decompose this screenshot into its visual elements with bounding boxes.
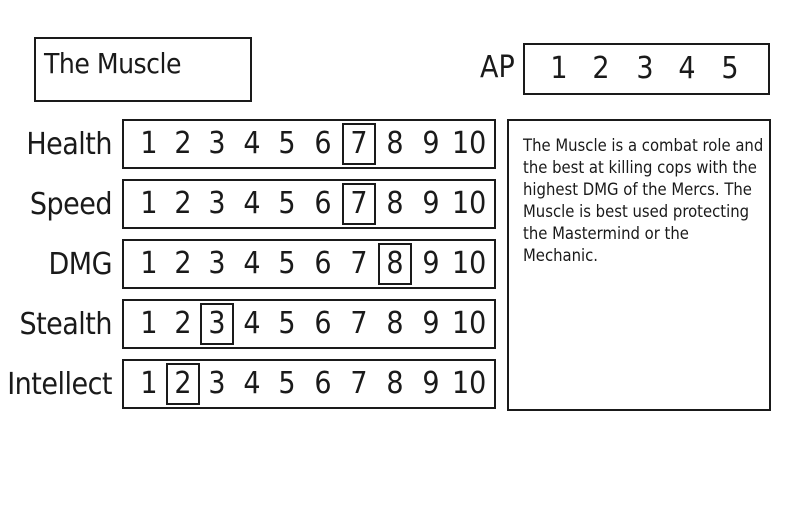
stat-dmg-value-8[interactable]: 8 (378, 243, 412, 285)
stat-speed-value-4[interactable]: 4 (243, 186, 261, 221)
stat-dmg-value-1[interactable]: 1 (140, 246, 158, 281)
ap-option-1[interactable]: 1 (550, 51, 568, 86)
stat-health-value-8[interactable]: 8 (386, 126, 404, 161)
stat-stealth-value-9[interactable]: 9 (422, 306, 440, 341)
description-box (507, 119, 771, 411)
stat-speed-value-5[interactable]: 5 (278, 186, 296, 221)
stat-label-stealth: Stealth (19, 307, 112, 342)
stat-speed-value-3[interactable]: 3 (208, 186, 226, 221)
stat-dmg-value-6[interactable]: 6 (314, 246, 332, 281)
stat-stealth-value-1[interactable]: 1 (140, 306, 158, 341)
role-description: The Muscle is a combat role and the best at killing cops with the highest DMG of the Mercs. The Muscle is best used protecting the Mastermind or the Mechanic. (523, 136, 764, 265)
stat-health-value-1[interactable]: 1 (140, 126, 158, 161)
stat-row-dmg (122, 239, 496, 289)
stat-label-intellect: Intellect (7, 367, 112, 402)
ap-option-3[interactable]: 3 (636, 51, 654, 86)
stat-intellect-value-1[interactable]: 1 (140, 366, 158, 401)
stat-speed-value-9[interactable]: 9 (422, 186, 440, 221)
stat-stealth-value-10[interactable]: 10 (452, 306, 487, 341)
stat-dmg-value-3[interactable]: 3 (208, 246, 226, 281)
stat-speed-value-1[interactable]: 1 (140, 186, 158, 221)
character-name-box (34, 37, 252, 102)
stat-intellect-value-8[interactable]: 8 (386, 366, 404, 401)
stat-intellect-value-7[interactable]: 7 (350, 366, 368, 401)
stat-health-value-5[interactable]: 5 (278, 126, 296, 161)
stat-dmg-value-2[interactable]: 2 (174, 246, 192, 281)
ap-selector (523, 43, 770, 95)
stat-intellect-value-9[interactable]: 9 (422, 366, 440, 401)
stat-speed-value-2[interactable]: 2 (174, 186, 192, 221)
stat-label-dmg: DMG (48, 247, 112, 282)
stat-speed-value-10[interactable]: 10 (452, 186, 487, 221)
ap-label: AP (480, 50, 515, 85)
stat-row-stealth (122, 299, 496, 349)
character-name: The Muscle (44, 47, 182, 80)
ap-option-2[interactable]: 2 (592, 51, 610, 86)
stat-stealth-value-7[interactable]: 7 (350, 306, 368, 341)
stat-intellect-value-3[interactable]: 3 (208, 366, 226, 401)
stat-health-value-9[interactable]: 9 (422, 126, 440, 161)
stat-health-value-3[interactable]: 3 (208, 126, 226, 161)
stat-row-health (122, 119, 496, 169)
stat-intellect-value-6[interactable]: 6 (314, 366, 332, 401)
stat-health-value-10[interactable]: 10 (452, 126, 487, 161)
stat-label-speed: Speed (29, 187, 112, 222)
stat-intellect-value-2[interactable]: 2 (166, 363, 200, 405)
stat-stealth-value-5[interactable]: 5 (278, 306, 296, 341)
ap-option-4[interactable]: 4 (678, 51, 696, 86)
stat-dmg-value-10[interactable]: 10 (452, 246, 487, 281)
stat-speed-value-6[interactable]: 6 (314, 186, 332, 221)
ap-option-5[interactable]: 5 (721, 51, 739, 86)
stat-stealth-value-8[interactable]: 8 (386, 306, 404, 341)
stat-intellect-value-5[interactable]: 5 (278, 366, 296, 401)
stat-row-speed (122, 179, 496, 229)
stat-health-value-6[interactable]: 6 (314, 126, 332, 161)
stat-stealth-value-4[interactable]: 4 (243, 306, 261, 341)
stat-speed-value-7[interactable]: 7 (342, 183, 376, 225)
stat-stealth-value-6[interactable]: 6 (314, 306, 332, 341)
stat-health-value-4[interactable]: 4 (243, 126, 261, 161)
stat-row-intellect (122, 359, 496, 409)
stat-dmg-value-9[interactable]: 9 (422, 246, 440, 281)
stat-dmg-value-5[interactable]: 5 (278, 246, 296, 281)
stat-intellect-value-4[interactable]: 4 (243, 366, 261, 401)
stat-health-value-2[interactable]: 2 (174, 126, 192, 161)
stat-label-health: Health (26, 127, 112, 162)
stat-intellect-value-10[interactable]: 10 (452, 366, 487, 401)
stat-dmg-value-4[interactable]: 4 (243, 246, 261, 281)
stat-stealth-value-2[interactable]: 2 (174, 306, 192, 341)
stat-speed-value-8[interactable]: 8 (386, 186, 404, 221)
stat-dmg-value-7[interactable]: 7 (350, 246, 368, 281)
stat-stealth-value-3[interactable]: 3 (200, 303, 234, 345)
stat-health-value-7[interactable]: 7 (342, 123, 376, 165)
